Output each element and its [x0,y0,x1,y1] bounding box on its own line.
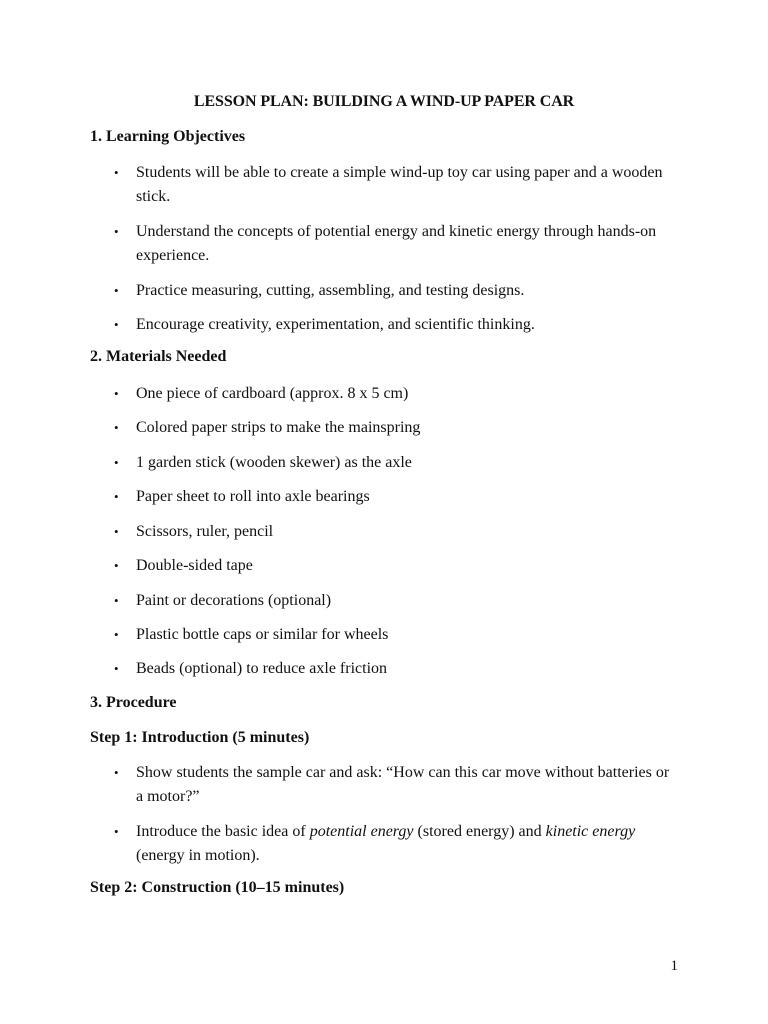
step-heading-introduction: Step 1: Introduction (5 minutes) [90,729,310,746]
section-heading-materials: 2. Materials Needed [90,348,227,365]
text-run: (energy in motion). [136,847,260,864]
list-item: • Colored paper strips to make the mainspring [136,416,676,440]
list-item: • Encourage creativity, experimentation, and scientific thinking. [136,313,676,337]
list-item: • Students will be able to create a simple wind-up toy car using paper and a wooden stick. [136,161,676,209]
list-item: • Understand the concepts of potential energy and kinetic energy through hands-on experience. [136,220,676,268]
term-kinetic-energy: kinetic energy [545,823,636,840]
list-item: • Plastic bottle caps or similar for wheels [136,623,676,647]
page-title: LESSON PLAN: BUILDING A WIND-UP PAPER CAR [193,93,575,110]
list-item: • Double-sided tape [136,554,676,578]
section-heading-objectives: 1. Learning Objectives [90,128,246,145]
text-run: Introduce the basic idea of [136,823,310,840]
list-item: • Scissors, ruler, pencil [136,520,676,544]
section-heading-procedure: 3. Procedure [90,694,177,711]
list-item: • Beads (optional) to reduce axle friction [136,657,676,681]
text-run: (stored energy) and [413,823,546,840]
list-item: • Paint or decorations (optional) [136,589,676,613]
list-item: • Show students the sample car and ask: “How can this car move without batteries or a motor?” [136,761,676,809]
list-item [136,820,676,868]
list-item: • Paper sheet to roll into axle bearings [136,485,676,509]
page-number: 1 [670,958,678,974]
term-potential-energy: potential energy [309,823,414,840]
list-item: • One piece of cardboard (approx. 8 x 5 cm) [136,382,676,406]
step-heading-construction: Step 2: Construction (10–15 minutes) [90,879,345,896]
list-item: • Practice measuring, cutting, assembling, and testing designs. [136,279,676,303]
list-item: • 1 garden stick (wooden skewer) as the axle [136,451,676,475]
